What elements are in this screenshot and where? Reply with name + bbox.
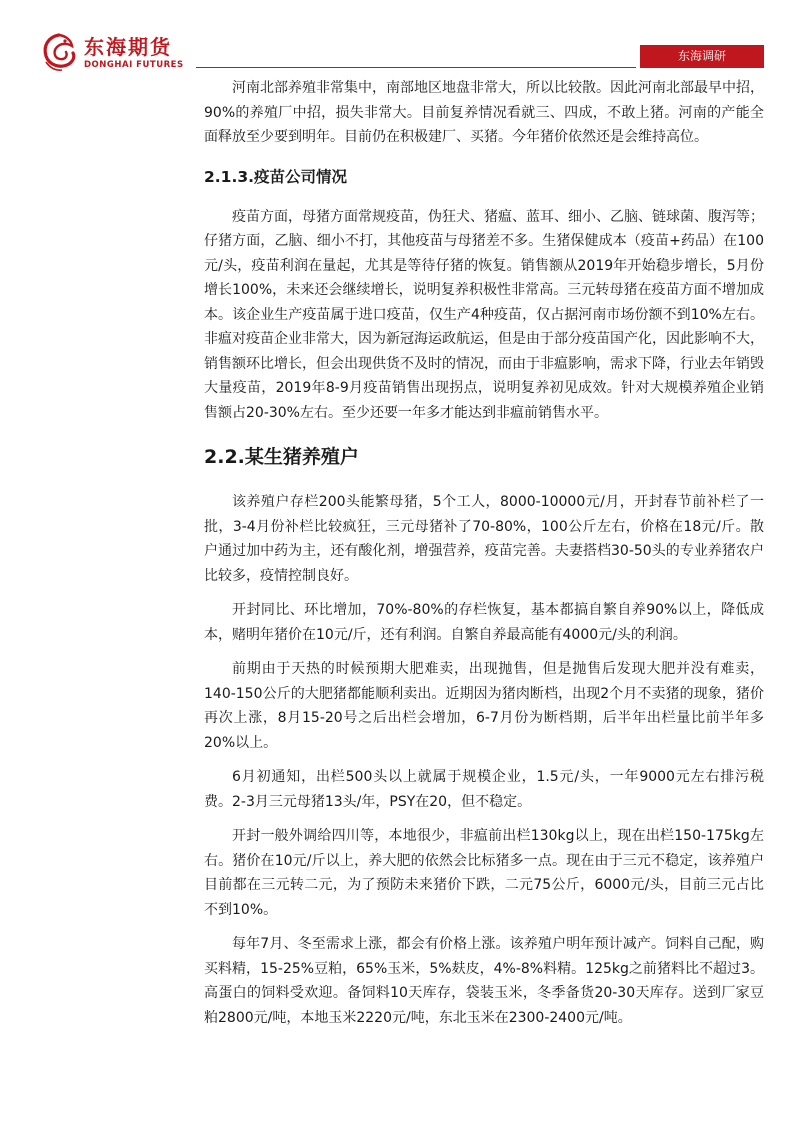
paragraph-farmer-weight: 开封一般外调给四川等，本地很少，非瘟前出栏130kg以上，现在出栏150-175kg左右。猪价在10元/斤以上，养大肥的依然会比标猪多一点。现在由于三元不稳定，该养殖户目前都在三元转二元，为了预防未来猪价下跌，二元75公斤，6000元/头，目前三元占比不到10%。: [204, 828, 764, 918]
logo-chinese-name: 东海期货: [84, 35, 172, 59]
company-logo: [40, 32, 190, 72]
dragon-logo-icon: [40, 32, 78, 72]
header-divider: [196, 67, 636, 68]
paragraph-farmer-stock: 该养殖户存栏200头能繁母猪，5个工人，8000-10000元/月，开封春节前补栏了一批，3-4月份补栏比较疯狂，三元母猪补了70-80%，100公斤左右，价格在18元/斤。散户通过加中药为主，还有酸化剂，增强营养，疫苗完善。夫妻搭档30-50头的专业养猪农户比较多，疫情控制良好。: [204, 494, 764, 584]
paragraph-farmer-regulation: 6月初通知，出栏500头以上就属于规模企业，1.5元/头，一年9000元左右排污税费。2-3月三元母猪13头/年，PSY在20，但不稳定。: [204, 769, 764, 810]
report-type-tab: 东海调研: [640, 45, 764, 68]
paragraph-henan-farming: 河南北部养殖非常集中，南部地区地盘非常大，所以比较散。因此河南北部最早中招，90%的养殖厂中招，损失非常大。目前复养情况看就三、四成，不敢上猪。河南的产能全面释放至少要到明年。目前仍在积极建厂、买猪。今年猪价依然还是会维持高位。: [204, 80, 764, 145]
heading-pig-farmer: 2.2.某生猪养殖户: [204, 446, 359, 468]
paragraph-farmer-selling: 前期由于天热的时候预期大肥难卖，出现抛售，但是抛售后发现大肥并没有难卖，140-150公斤的大肥猪都能顺利卖出。近期因为猪肉断档，出现2个月不卖猪的现象，猪价再次上涨，8月15-20号之后出栏会增加，6-7月份为断档期，后半年出栏量比前半年多20%以上。: [204, 661, 764, 751]
logo-english-name: DONGHAI FUTURES: [84, 60, 184, 70]
paragraph-farmer-feed: 每年7月、冬至需求上涨，都会有价格上涨。该养殖户明年预计减产。饲料自己配，购买料精，15-25%豆粕，65%玉米，5%麸皮，4%-8%料精。125kg之前猪料比不超过3。高蛋白的饲料受欢迎。备饲料10天库存，袋装玉米，冬季备货20-30天库存。送到厂家豆粕2800元/吨，本地玉米2220元/吨，东北玉米在2300-2400元/吨。: [204, 936, 764, 1026]
paragraph-vaccine: 疫苗方面，母猪方面常规疫苗，伪狂犬、猪瘟、蓝耳、细小、乙脑、链球菌、腹泻等；仔猪方面，乙脑、细小不打，其他疫苗与母猪差不多。生猪保健成本（疫苗+药品）在100元/头，疫苗利润在量起，尤其是等待仔猪的恢复。销售额从2019年开始稳步增长，5月份增长100%，未来还会继续增长，说明复养积极性非常高。三元转母猪在疫苗方面不增加成本。该企业生产疫苗属于进口疫苗，仅生产4种疫苗，仅占据河南市场份额不到10%左右。非瘟对疫苗企业非常大，因为新冠海运政航运，但是由于部分疫苗国产化，因此影响不大，销售额环比增长，但会出现供货不及时的情况，而由于非瘟影响，需求下降，行业去年销毁大量疫苗，2019年8-9月疫苗销售出现拐点，说明复养初见成效。针对大规模养殖企业销售额占20-30%左右。至少还要一年多才能达到非瘟前销售水平。: [204, 208, 764, 421]
page-header: [0, 0, 800, 80]
document-body: [204, 70, 764, 1030]
heading-vaccine-company: 2.1.3.疫苗公司情况: [204, 167, 348, 186]
paragraph-farmer-recovery: 开封同比、环比增加，70%-80%的存栏恢复，基本都搞自繁自养90%以上，降低成本，赌明年猪价在10元/斤，还有利润。自繁自养最高能有4000元/头的利润。: [204, 602, 764, 643]
